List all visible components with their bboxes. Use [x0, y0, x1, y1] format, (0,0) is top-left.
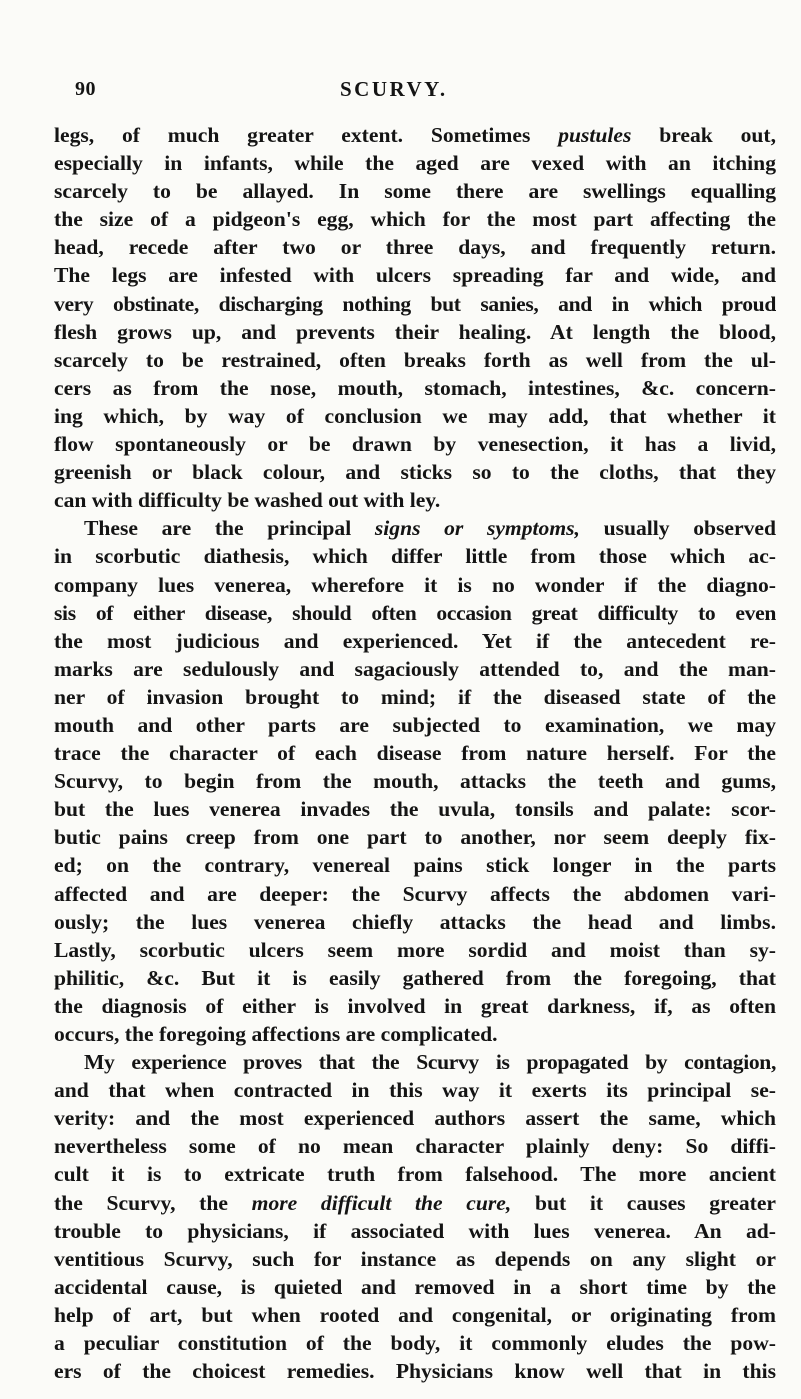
text-line: and that when contracted in this way it exerts its principal se- — [54, 1078, 776, 1103]
page-header — [0, 74, 801, 104]
text-line: cers as from the nose, mouth, stomach, intestines, &c. concern- — [54, 375, 776, 400]
text-line: My experience proves that the Scurvy is propagated by contagion, — [84, 1050, 776, 1075]
italic-term: signs or symptoms, — [374, 516, 580, 541]
text-line: ed; on the contrary, venereal pains stick longer in the parts — [54, 853, 776, 878]
text-line: a peculiar constitution of the body, it commonly eludes the pow- — [54, 1331, 776, 1356]
text-line: the size of a pidgeon's egg, which for the most part affecting the — [54, 207, 776, 232]
text-line: the diagnosis of either is involved in great darkness, if, as often — [54, 993, 776, 1018]
text-line: in scorbutic diathesis, which differ little from those which ac- — [54, 544, 776, 569]
text-line: trouble to physicians, if associated with lues venerea. An ad- — [54, 1218, 776, 1243]
text-line: especially in infants, while the aged are vexed with an itching — [54, 151, 776, 176]
text-line: but the lues venerea invades the uvula, tonsils and palate: scor- — [54, 797, 776, 822]
text-line: help of art, but when rooted and congenital, or originating from — [54, 1302, 776, 1327]
text-line: marks are sedulously and sagaciously attended to, and the man- — [54, 656, 776, 681]
text-line: company lues venerea, wherefore it is no wonder if the diagno- — [54, 572, 776, 597]
text-line: greenish or black colour, and sticks so to the cloths, that they — [54, 460, 776, 485]
text-line: cult it is to extricate truth from falsehood. The more ancient — [54, 1162, 776, 1187]
text-line: can with difficulty be washed out with ley. — [54, 488, 441, 513]
text-line: philitic, &c. But it is easily gathered from the foregoing, that — [54, 965, 776, 990]
text-line: the most judicious and experienced. Yet if the antecedent re- — [54, 628, 776, 653]
text-line: scarcely to be allayed. In some there are swellings equalling — [54, 179, 776, 204]
text-line: Lastly, scorbutic ulcers seem more sordid and moist than sy- — [54, 937, 776, 962]
text-line: occurs, the foregoing affections are complicated. — [54, 1022, 498, 1046]
italic-term: pustules — [558, 123, 632, 147]
text-line: ously; the lues venerea chiefly attacks the head and limbs. — [54, 909, 776, 934]
text-line: scarcely to be restrained, often breaks forth as well from the ul- — [54, 347, 776, 372]
text-line: flesh grows up, and prevents their healing. At length the blood, — [54, 319, 776, 344]
text-line: ner of invasion brought to mind; if the diseased state of the — [54, 684, 776, 709]
text-line: flow spontaneously or be drawn by venesection, it has a livid, — [54, 432, 776, 457]
text-line: ventitious Scurvy, such for instance as depends on any slight or — [54, 1246, 776, 1271]
text-line: trace the character of each disease from nature herself. For the — [54, 741, 776, 766]
running-head: SCURVY. — [340, 77, 448, 101]
text-line: very obstinate, discharging nothing but sanies, and in which proud — [54, 291, 776, 316]
text-line: The legs are infested with ulcers spreading far and wide, and — [54, 263, 776, 288]
text-line: ing which, by way of conclusion we may add, that whether it — [54, 403, 776, 428]
text-line: ers of the choicest remedies. Physicians know well that in this — [54, 1359, 776, 1384]
italic-term: more difficult the cure, — [251, 1190, 512, 1215]
text-line: legs, of much greater extent. Sometimes pustules break out, — [54, 123, 776, 147]
text-line: mouth and other parts are subjected to examination, we may — [54, 712, 776, 737]
text-line: accidental cause, is quieted and removed in a short time by the — [54, 1274, 776, 1299]
body-text — [54, 121, 776, 1385]
text-line: These are the principal signs or symptoms, usually observed — [84, 516, 776, 541]
text-line: verity: and the most experienced authors assert the same, which — [54, 1106, 776, 1131]
text-line: butic pains creep from one part to another, nor seem deeply fix- — [54, 825, 776, 850]
text-line: head, recede after two or three days, and frequently return. — [54, 235, 776, 260]
text-line: nevertheless some of no mean character plainly deny: So diffi- — [54, 1134, 776, 1159]
text-line: the Scurvy, the more difficult the cure, but it causes greater — [54, 1190, 776, 1215]
text-line: sis of either disease, should often occasion great difficulty to even — [54, 600, 776, 625]
text-line: affected and are deeper: the Scurvy affects the abdomen vari- — [54, 881, 776, 906]
page-number: 90 — [75, 78, 96, 100]
text-line: Scurvy, to begin from the mouth, attacks the teeth and gums, — [54, 769, 776, 794]
